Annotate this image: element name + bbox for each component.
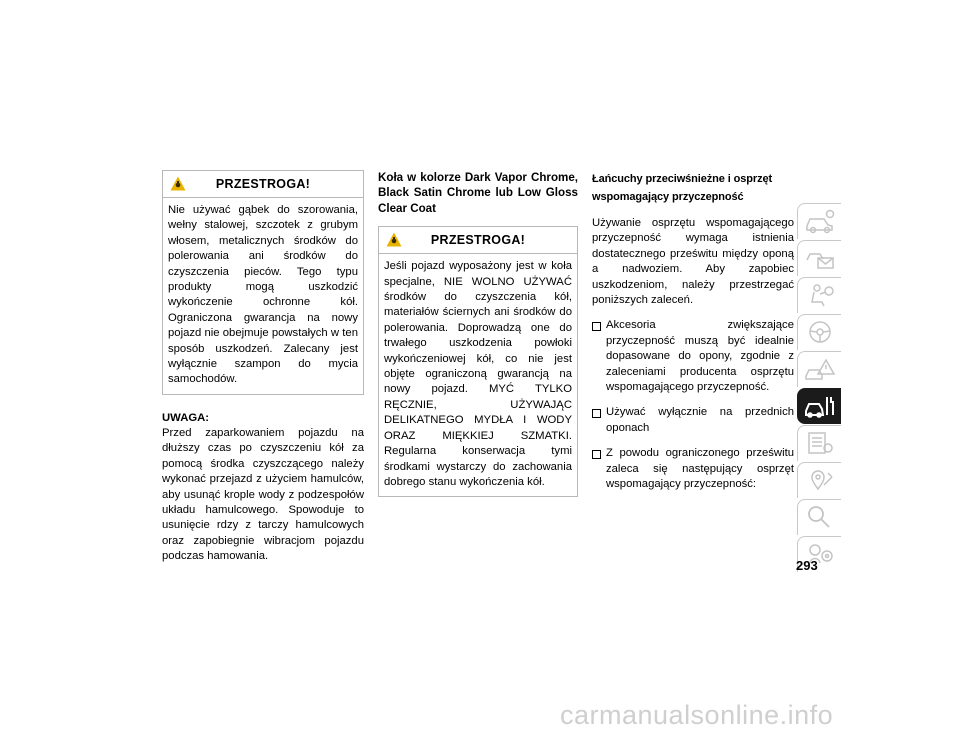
tab-service[interactable]: [797, 388, 841, 424]
column-1: [162, 170, 364, 565]
chains-intro: Używanie osprzętu wspomagającego przyczepność wymaga istnienia dostatecznego prześwitu między oponą a nadwoziem. Aby zapobiec uszkodzeniom, należy przestrzegać poniższych zaleceń.: [592, 217, 794, 307]
tab-emergency[interactable]: [797, 351, 841, 387]
seat-airbag-icon: [804, 282, 836, 308]
tab-index[interactable]: [797, 499, 841, 535]
note-text: Przed zaparkowaniem pojazdu na dłuższy czas po czyszczeniu kół za pomocą środka czyszczącego należy wykonać przejazd z użyciem hamulców, aby usunąć krople wody z podzespołów układu hamulcowego. Spowoduje to usunięcie rdzy z tarczy hamulcowych oraz zapobiegnie wibracjom pojazdu podczas hamowania.: [162, 426, 364, 563]
page-number: 293: [796, 558, 818, 573]
section-title-chains: Łańcuchy przeciwśnieżne i osprzęt wspomagający przyczepność: [592, 173, 773, 203]
warning-car-icon: [804, 356, 836, 382]
caution-title: PRZESTROGA!: [430, 233, 526, 248]
checkbox-bullet-icon: [592, 409, 601, 418]
car-service-icon: [804, 393, 836, 419]
list-item: Z powodu ograniczonego prześwitu zaleca się następujący osprzęt wspomagający przyczepność:: [592, 446, 794, 492]
watermark: carmanualsonline.info: [560, 700, 834, 730]
checkbox-bullet-icon: [592, 450, 601, 459]
steering-wheel-icon: [804, 319, 836, 345]
caution-title: PRZESTROGA!: [215, 177, 311, 191]
caution-box-wheels: [378, 226, 578, 497]
tab-specifications[interactable]: [797, 425, 841, 461]
section-title-wheels: Koła w kolorze Dark Vapor Chrome, Black Satin Chrome lub Low Gloss Clear Coat: [378, 171, 578, 215]
tab-driving[interactable]: [797, 314, 841, 350]
caution-box: [162, 170, 364, 395]
tab-car-info[interactable]: [797, 203, 841, 239]
tab-multimedia[interactable]: [797, 462, 841, 498]
location-tools-icon: [804, 467, 836, 493]
car-info-icon: [804, 208, 836, 234]
chains-bullet-list: [592, 318, 794, 492]
column-3: [592, 170, 794, 503]
caution-header: [379, 227, 577, 254]
tab-safety[interactable]: [797, 277, 841, 313]
tab-messages[interactable]: [797, 240, 841, 276]
envelope-icon: [804, 245, 836, 271]
checkbox-bullet-icon: [592, 322, 601, 331]
list-item: Używać wyłącznie na przednich oponach: [592, 405, 794, 436]
note-title: UWAGA:: [162, 411, 210, 424]
list-item: Akcesoria zwiększające przyczepność muszą być idealnie dopasowane do opony, zgodnie z zaleceniami producenta osprzętu wspomagającego przyczepność.: [592, 318, 794, 395]
column-2: [378, 170, 578, 497]
search-icon: [804, 504, 836, 530]
caution-header: [163, 171, 363, 198]
caution-text: Jeśli pojazd wyposażony jest w koła specjalne, NIE WOLNO UŻYWAĆ środków do czyszczenia kół, materiałów ściernych ani środków do polerowania. Doprowadzą one do trwałego uszkodzenia powłoki wykończeniowej kół, co nie jest objęte ograniczoną gwarancją na nowy pojazd. MYĆ TYLKO RĘCZNIE, UŻYWAJĄC DELIKATNEGO MYDŁA I WODY ORAZ MIĘKKIEJ SZMATKI. Regularna konserwacja tymi środkami wystarczy do zachowania dobrego stanu wykończenia kół.: [384, 260, 572, 488]
caution-text: Nie używać gąbek do szorowania, wełny stalowej, szczotek z grubym włosem, metalicznych środków do polerowania ani środków do czyszczenia pieców. Tego typu produkty mogą uszkodzić wykończenie ochronne kół. Ograniczona gwarancja na nowy pojazd nie obejmuje powstałych w ten sposób uszkodzeń. Zalecany jest wyłącznie szampon do mycia samochodów.: [168, 204, 358, 386]
chapter-tabs: [797, 203, 841, 573]
maintenance-list-icon: [804, 430, 836, 456]
